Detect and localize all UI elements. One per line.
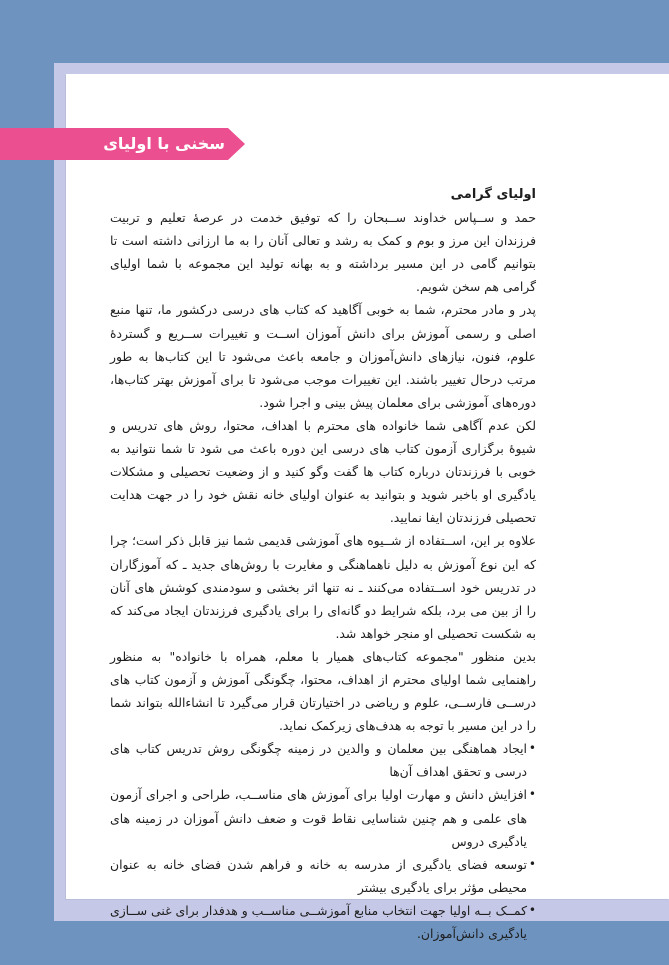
paragraph-4: علاوه بر این، اســتفاده از شــیوه های آموزشی قدیمی شما نیز قابل ذکر است؛ چرا که این نوع آموزش به دلیل ناهماهنگی و مغایرت با روش‌های جدید ـ که آموزگاران در تدریس خود اســتفاده می‌کنند ـ نه تنها اثر بخشی و سودمندی کوشش های آنان را از بین می برد، بلکه شرایط دو گانه‌ای را برای یادگیری فرزندتان ایجاد می‌کند که به شکست تحصیلی او منجر خواهد شد. xyxy=(110,533,536,641)
list-item xyxy=(110,853,536,899)
paragraph-2: پدر و مادر محترم، شما به خوبی آگاهید که کتاب های درسی درکشور ما، تنها منبع اصلی و رسمی آموزش برای دانش آموزان اســت و تغییرات ســریع و گستردهٔ علوم، فنون، نیازهای دانش‌آموزان و جامعه باعث می‌شود تا این کتاب‌ها به طور مرتب درحال تغییر باشند. این تغییرات موجب می‌شود تا برای آموزش بهتر کتاب‌ها، دوره‌های آموزشی برای معلمان پیش بینی و اجرا شود. xyxy=(110,302,536,410)
page-title: سخنی با اولیای گرامی xyxy=(103,134,225,183)
bullet-icon: • xyxy=(528,741,536,756)
paragraph-1: حمد و ســپاس خداوند ســبحان را که توفیق خدمت در عرصهٔ تعلیم و تربیت فرزندان این مرز و بوم و کمک به رشد و تعالی آنان را به ما ارزانی داشته است تا بتوانیم گامی در این مسیر برداشته و به بهانه تولید این مجموعه با شما اولیای گرامی هم سخن شویم. xyxy=(110,210,536,295)
list-item xyxy=(110,899,536,945)
list-item-text: کمــک بــه اولیا جهت انتخاب منابع آموزشــی مناســب و هدفدار برای غنی ســازی یادگیری دانش‌آموزان. xyxy=(110,902,527,941)
greeting-heading: اولیای گرامی xyxy=(450,187,536,202)
list-item-text: افزایش دانش و مهارت اولیا برای آموزش های مناســب، طراحی و اجرای آزمون های علمی و هم چنین شناسایی نقاط قوت و ضعف دانش آموزان در زمینه های یادگیری دروس xyxy=(110,787,527,849)
article-body xyxy=(110,183,536,945)
list-item-text: ایجاد هماهنگی بین معلمان و والدین در زمینه چگونگی روش تدریس کتاب های درسی و تحقق اهداف آن‌ها xyxy=(110,741,527,780)
paragraph-3: لکن عدم آگاهی شما خانواده های محترم با اهداف، محتوا، روش های تدریس و شیوهٔ برگزاری آزمون کتاب های درسی این دوره باعث می شود تا شما نتوانید به خوبی با فرزندتان درباره کتاب ها گفت وگو کنید و از وضعیت تحصیلی و مشکلات یادگیری او باخبر شوید و بتوانید به عنوان اولیای خانه نقش خود را در جهت هدایت تحصیلی فرزندتان ایفا نمایید. xyxy=(110,417,536,526)
list-item xyxy=(110,737,536,783)
bullet-icon: • xyxy=(528,787,536,802)
list-item xyxy=(110,783,536,852)
bullet-icon: • xyxy=(528,856,536,871)
goals-list xyxy=(110,737,536,945)
bullet-icon: • xyxy=(528,902,536,917)
list-item-text: توسعه فضای یادگیری از مدرسه به خانه و فراهم شدن فضای خانه به عنوان محیطی مؤثر برای یادگیری بیشتر xyxy=(110,856,527,895)
paragraph-5: بدین منظور "مجموعه کتاب‌های همیار با معلم، همراه با خانواده" به منظور راهنمایی شما اولیای محترم از اهداف، محتوا، چگونگی آموزش و آزمون کتاب های درســی فارســی، علوم و ریاضی در اختیارتان قرار می‌گیرد تا انشاءالله بتواند شما را در این مسیر با توجه به هدف‌های زیرکمک نماید. xyxy=(110,648,536,734)
